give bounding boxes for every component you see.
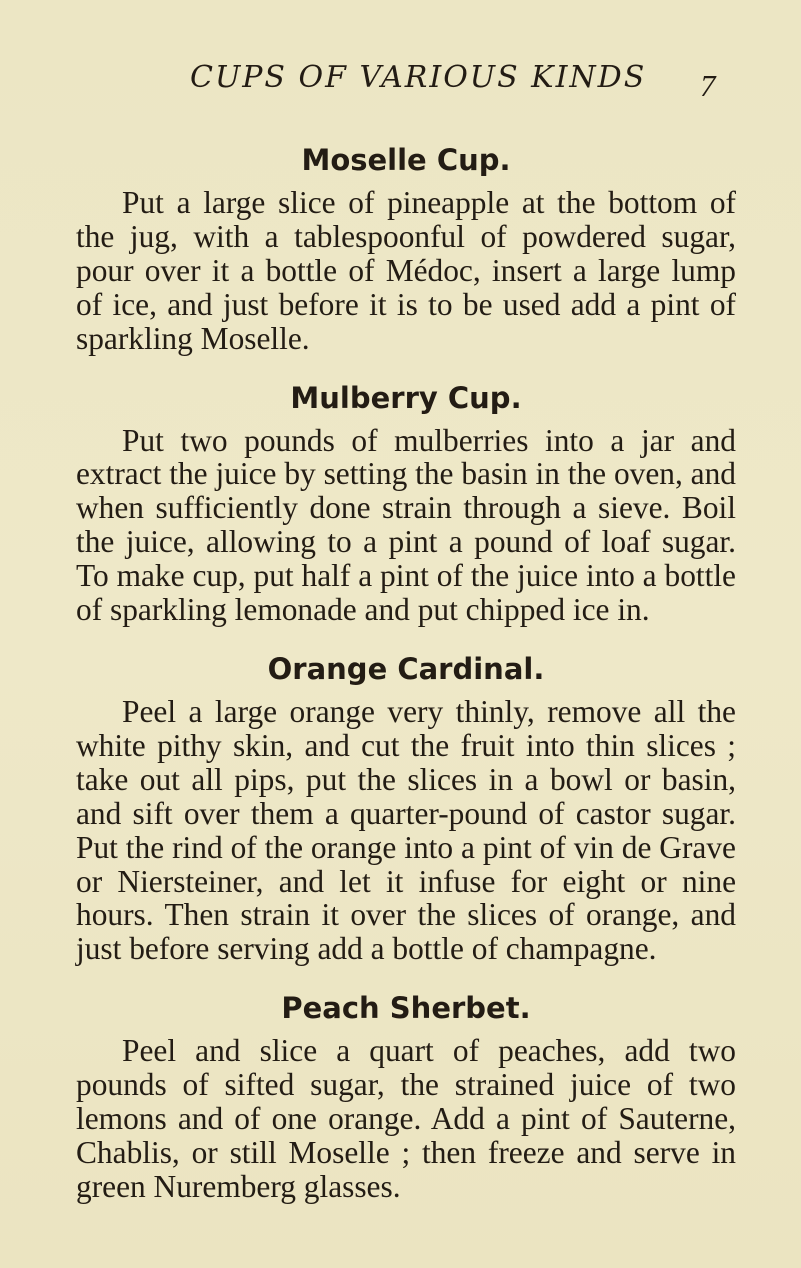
recipe-body: Put a large slice of pineapple at the bottom of the jug, with a tablespoonful of powdered sugar, pour over it a bottle of Médoc, insert a large lump of ice, and just before it is to be used add a pint of sparkling Moselle. [76,185,736,356]
recipe-body: Peel and slice a quart of peaches, add two pounds of sifted sugar, the strained juice of two lemons and of one orange. Add a pint of Sauterne, Chablis, or still Moselle ; then freeze and serve in green Nuremberg glasses. [76,1033,736,1204]
recipe-moselle-cup [76,140,736,356]
page-number: 7 [700,68,716,103]
recipe-list [76,140,736,1204]
recipe-title: Mulberry Cup. [290,380,522,415]
page-header [0,60,801,110]
recipe-peach-sherbet [76,988,736,1204]
running-title: CUPS OF VARIOUS KINDS [190,60,647,95]
recipe-title: Peach Sherbet. [281,991,531,1026]
recipe-body: Peel a large orange very thinly, remove all the white pithy skin, and cut the fruit into thin slices ; take out all pips, put the slices in a bowl or basin, and sift over them a quarter-pound of castor sugar. Put the rind of the orange into a pint of vin de Grave or Niersteiner, and let it infuse for eight or nine hours. Then strain it over the slices of orange, and just before serving add a bottle of champagne. [76,693,736,967]
recipe-body: Put two pounds of mulberries into a jar and extract the juice by setting the basin in the oven, and when sufficiently done strain through a sieve. Boil the juice, allowing to a pint a pound of loaf sugar. To make cup, put half a pint of the juice into a bottle of sparkling lemonade and put chipped ice in. [76,422,736,628]
recipe-mulberry-cup [76,378,736,627]
recipe-orange-cardinal [76,649,736,966]
recipe-title: Moselle Cup. [301,143,511,177]
recipe-title: Orange Cardinal. [267,651,545,686]
